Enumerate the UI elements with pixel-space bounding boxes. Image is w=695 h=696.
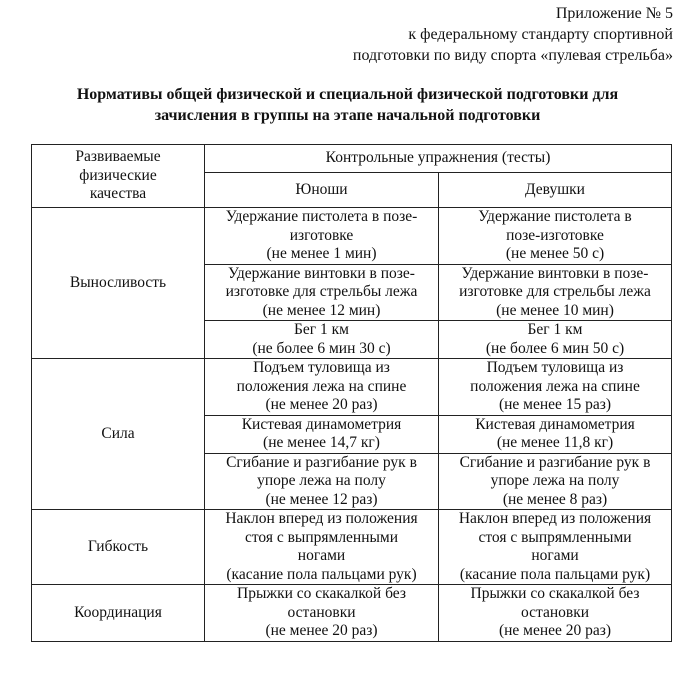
cell-text-line: остановки (287, 603, 356, 621)
cell-text-line: ногами (531, 547, 579, 564)
boys-column-header: Юноши (205, 173, 439, 208)
cell-text-line: Удержание винтовки в позе- (228, 264, 415, 282)
cell-text-line: Удержание пистолета в позе- (225, 208, 418, 225)
girls-norm-cell (439, 415, 672, 453)
boys-norm-cell (205, 321, 439, 359)
norms-table (31, 144, 672, 642)
girls-norm-cell (439, 208, 672, 265)
cell-text-line: Бег 1 км (294, 321, 349, 338)
boys-norm-cell (205, 208, 439, 265)
quality-header-line: Развиваемые (75, 148, 161, 166)
title-line-2: зачисления в группы на этапе начальной подготовки (154, 107, 541, 124)
girls-norm-cell (439, 510, 672, 585)
cell-text-line: стоя с выпрямленными (244, 528, 399, 546)
annex-number: Приложение № 5 (555, 5, 673, 22)
cell-text-line: (касание пола пальцами рук) (459, 565, 651, 583)
annex-reference: к федеральному стандарту спортивной (408, 26, 673, 43)
tests-column-header: Контрольные упражнения (тесты) (205, 145, 672, 173)
cell-text-line: Бег 1 км (527, 321, 583, 338)
boys-norm-cell (205, 585, 439, 642)
cell-text-line: изготовке для стрельбы лежа (225, 283, 418, 300)
cell-text-line: упоре лежа на полу (257, 472, 386, 489)
cell-text-line: стоя с выпрямленными (478, 528, 632, 546)
cell-text-line: (не более 6 мин 30 с) (252, 339, 391, 357)
cell-text-line: (не менее 20 раз) (498, 622, 612, 639)
cell-text-line: (не менее 50 с) (505, 245, 605, 262)
girls-norm-cell (439, 585, 672, 642)
cell-text-line: Наклон вперед из положения (225, 510, 418, 527)
girls-norm-cell (439, 321, 672, 359)
boys-norm-cell (205, 415, 439, 453)
table-row (32, 585, 672, 642)
boys-norm-cell (205, 453, 439, 510)
cell-text-line: (не менее 20 раз) (265, 622, 378, 639)
cell-text-line: Сгибание и разгибание рук в (226, 453, 417, 471)
cell-text-line: Сгибание и разгибание рук в (459, 453, 651, 471)
quality-cell: Координация (32, 585, 205, 642)
quality-cell: Гибкость (32, 510, 205, 585)
norms-table-body (32, 208, 672, 642)
cell-text-line: (не менее 14,7 кг) (263, 434, 380, 451)
cell-text-line: Подъем туловища из (486, 359, 624, 376)
title-line-1: Нормативы общей физической и специальной физической подготовки для (76, 86, 619, 103)
boys-norm-cell (205, 510, 439, 585)
table-row (32, 208, 672, 265)
annex-header (353, 3, 673, 66)
quality-header-line: физические (79, 166, 157, 184)
girls-norm-cell (439, 359, 672, 416)
cell-text-line: (не менее 8 раз) (502, 490, 608, 508)
cell-text-line: Наклон вперед из положения (458, 510, 652, 527)
cell-text-line: (касание пола пальцами рук) (226, 565, 417, 583)
quality-header-line: качества (89, 185, 147, 203)
cell-text-line: (не менее 11,8 кг) (496, 434, 614, 451)
cell-text-line: остановки (520, 603, 590, 621)
cell-text-line: положения лежа на спине (470, 377, 640, 395)
girls-norm-cell (439, 453, 672, 510)
table-row (32, 510, 672, 585)
cell-text-line: ногами (297, 547, 346, 564)
quality-column-header (32, 145, 205, 208)
cell-text-line: Прыжки со скакалкой без (237, 585, 406, 602)
cell-text-line: (не менее 15 раз) (498, 396, 612, 413)
cell-text-line: Прыжки со скакалкой без (470, 585, 640, 602)
boys-norm-cell (205, 359, 439, 416)
cell-text-line: изготовке (289, 226, 354, 244)
cell-text-line: позе-изготовке (506, 226, 604, 244)
girls-norm-cell (439, 264, 672, 321)
cell-text-line: упоре лежа на полу (490, 472, 620, 489)
cell-text-line: (не менее 12 мин) (262, 301, 381, 319)
cell-text-line: положения лежа на спине (236, 377, 407, 395)
cell-text-line: Подъем туловища из (253, 359, 390, 376)
cell-text-line: Удержание пистолета в (478, 208, 632, 225)
cell-text-line: изготовке для стрельбы лежа (459, 283, 651, 300)
annex-sport: подготовки по виду спорта «пулевая стрельба» (352, 47, 673, 64)
table-row (32, 359, 672, 416)
girls-column-header: Девушки (439, 173, 672, 208)
cell-text-line: (не более 6 мин 50 с) (485, 339, 625, 357)
quality-cell: Выносливость (32, 208, 205, 359)
cell-text-line: (не менее 10 мин) (496, 301, 614, 319)
document-title (20, 84, 675, 126)
cell-text-line: (не менее 12 раз) (265, 490, 378, 508)
quality-cell: Сила (32, 359, 205, 510)
cell-text-line: Удержание винтовки в позе- (461, 264, 649, 282)
boys-norm-cell (205, 264, 439, 321)
cell-text-line: Кистевая динамометрия (241, 415, 402, 433)
cell-text-line: (не менее 20 раз) (265, 396, 378, 413)
cell-text-line: (не менее 1 мин) (266, 245, 377, 262)
cell-text-line: Кистевая динамометрия (475, 415, 635, 433)
